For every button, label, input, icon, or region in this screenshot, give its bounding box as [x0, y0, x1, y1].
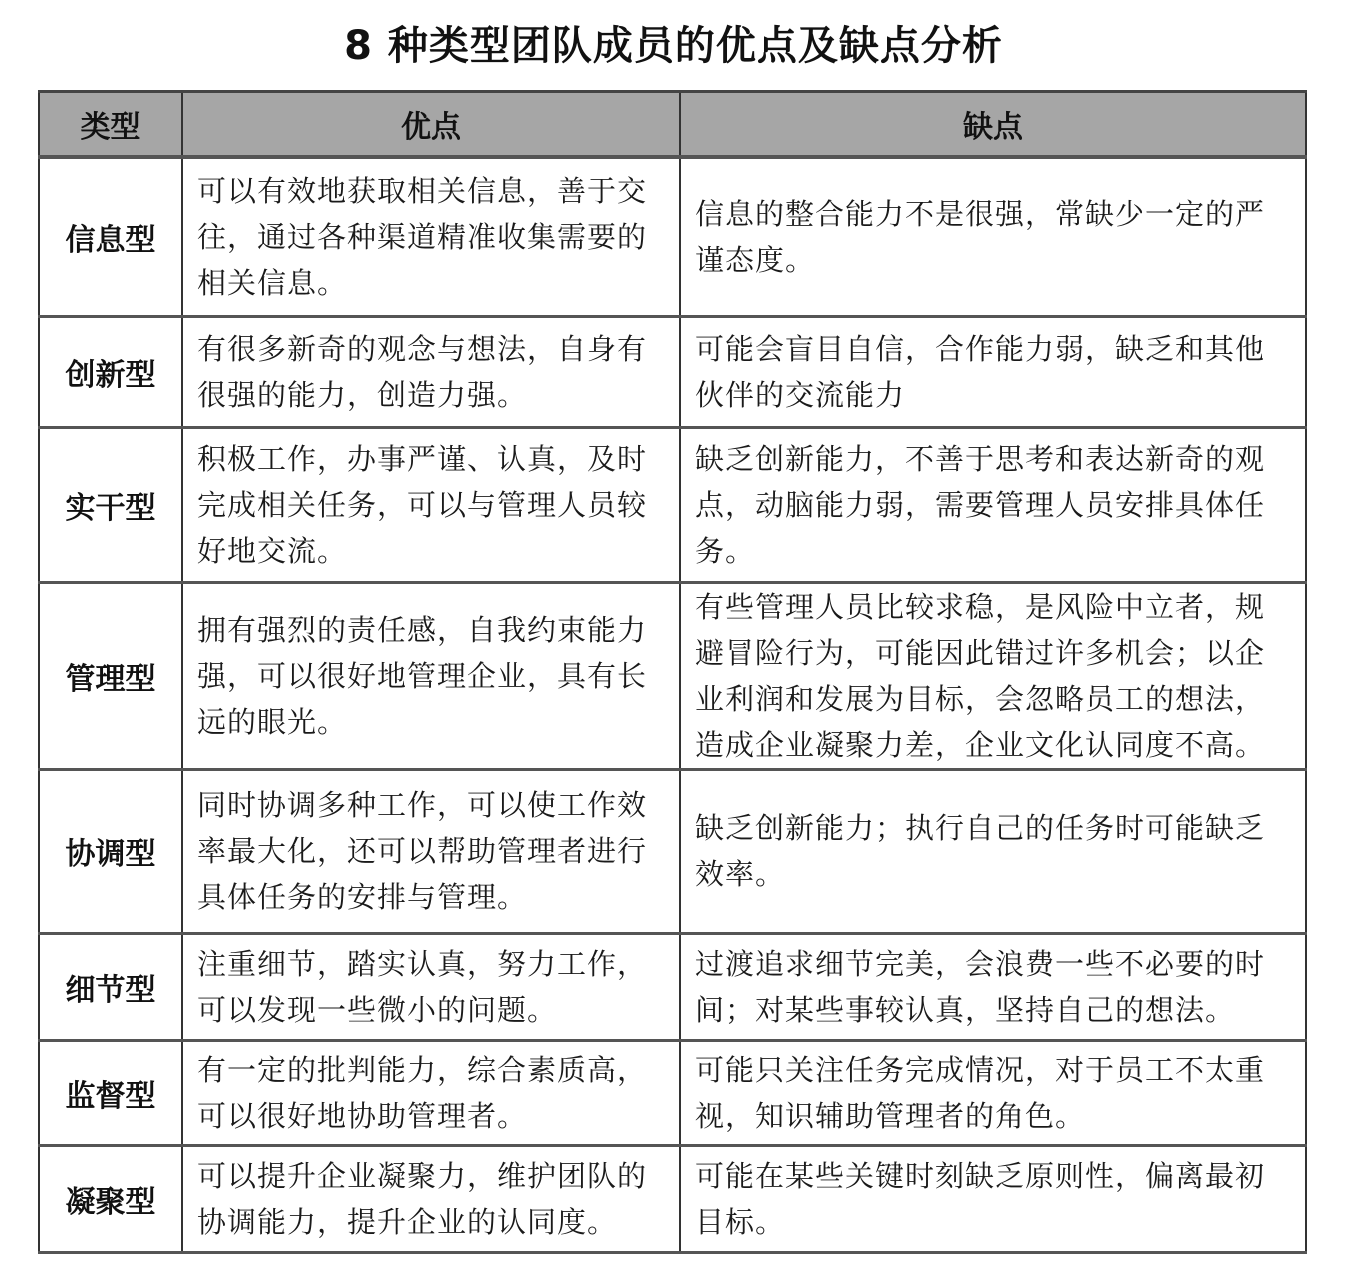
cons-cell: 过渡追求细节完美，会浪费一些不必要的时间；对某些事较认真，坚持自己的想法。 — [680, 933, 1306, 1040]
cons-cell: 可能在某些关键时刻缺乏原则性，偏离最初目标。 — [680, 1145, 1306, 1252]
pros-cell: 可以有效地获取相关信息，善于交往，通过各种渠道精准收集需要的相关信息。 — [182, 157, 680, 316]
type-cell: 创新型 — [39, 316, 182, 427]
pros-cell: 可以提升企业凝聚力，维护团队的协调能力，提升企业的认同度。 — [182, 1145, 680, 1252]
table-row — [39, 427, 1306, 582]
table-row — [39, 1040, 1306, 1145]
type-cell: 实干型 — [39, 427, 182, 582]
type-cell: 协调型 — [39, 769, 182, 933]
header-cons: 缺点 — [680, 92, 1306, 158]
pros-cell: 积极工作，办事严谨、认真，及时完成相关任务，可以与管理人员较好地交流。 — [182, 427, 680, 582]
type-cell: 信息型 — [39, 157, 182, 316]
header-type: 类型 — [39, 92, 182, 158]
cons-cell: 信息的整合能力不是很强，常缺少一定的严谨态度。 — [680, 157, 1306, 316]
table-header-row — [39, 92, 1306, 158]
pros-cell: 有很多新奇的观念与想法，自身有很强的能力，创造力强。 — [182, 316, 680, 427]
cons-cell: 可能只关注任务完成情况，对于员工不太重视，知识辅助管理者的角色。 — [680, 1040, 1306, 1145]
type-cell: 凝聚型 — [39, 1145, 182, 1252]
table-row — [39, 157, 1306, 316]
comparison-table — [38, 90, 1307, 1254]
pros-cell: 同时协调多种工作，可以使工作效率最大化，还可以帮助管理者进行具体任务的安排与管理。 — [182, 769, 680, 933]
table-row — [39, 316, 1306, 427]
cons-cell: 有些管理人员比较求稳，是风险中立者，规避冒险行为，可能因此错过许多机会；以企业利润和发展为目标，会忽略员工的想法，造成企业凝聚力差，企业文化认同度不高。 — [680, 582, 1306, 769]
type-cell: 管理型 — [39, 582, 182, 769]
pros-cell: 有一定的批判能力，综合素质高，可以很好地协助管理者。 — [182, 1040, 680, 1145]
table-row — [39, 769, 1306, 933]
cons-cell: 缺乏创新能力；执行自己的任务时可能缺乏效率。 — [680, 769, 1306, 933]
type-cell: 监督型 — [39, 1040, 182, 1145]
table-row — [39, 933, 1306, 1040]
header-pros: 优点 — [182, 92, 680, 158]
table-row — [39, 1145, 1306, 1252]
pros-cell: 注重细节，踏实认真，努力工作，可以发现一些微小的问题。 — [182, 933, 680, 1040]
cons-cell: 缺乏创新能力，不善于思考和表达新奇的观点，动脑能力弱，需要管理人员安排具体任务。 — [680, 427, 1306, 582]
cons-cell: 可能会盲目自信，合作能力弱，缺乏和其他伙伴的交流能力 — [680, 316, 1306, 427]
page-title: 8 种类型团队成员的优点及缺点分析 — [344, 23, 1003, 69]
table-row — [39, 582, 1306, 769]
type-cell: 细节型 — [39, 933, 182, 1040]
pros-cell: 拥有强烈的责任感，自我约束能力强，可以很好地管理企业，具有长远的眼光。 — [182, 582, 680, 769]
